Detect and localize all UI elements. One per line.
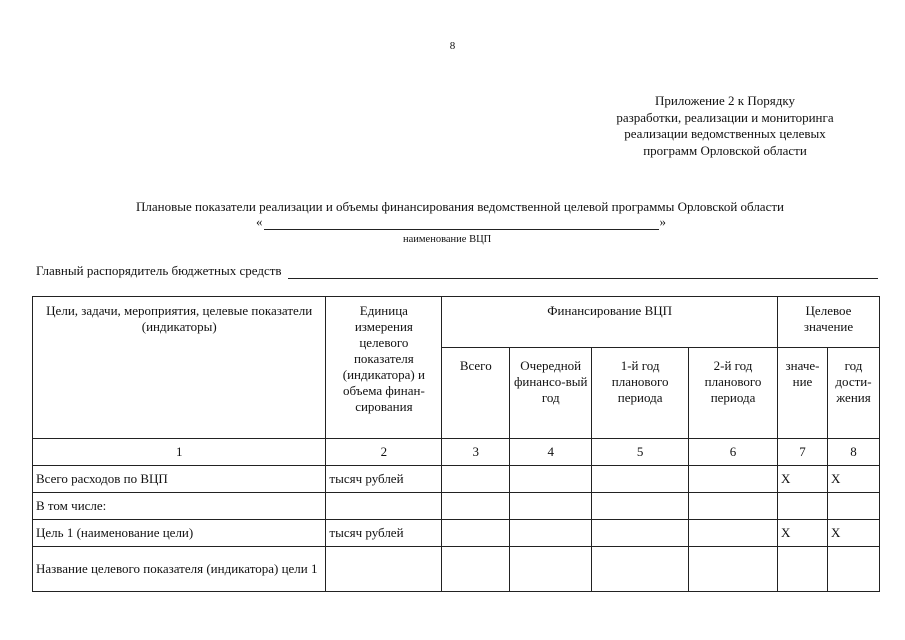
cell-total: [442, 520, 510, 547]
header-plan-year-2: 2-й год планового периода: [689, 348, 778, 439]
cell-value: [778, 547, 828, 592]
column-number: 1: [33, 439, 326, 466]
row-label: В том числе:: [33, 493, 326, 520]
header-achievement-year: год дости-жения: [827, 348, 879, 439]
table-row: [33, 547, 880, 592]
cell-achievement-year: [827, 493, 879, 520]
program-name-caption: наименование ВЦП: [403, 234, 492, 245]
cell-total: [442, 466, 510, 493]
cell-next-fiscal-year: [510, 466, 592, 493]
budget-distributor-line: [36, 263, 878, 279]
program-name-line: [256, 214, 666, 230]
column-numbers-row: [33, 439, 880, 466]
cell-achievement-year: Х: [827, 466, 879, 493]
cell-next-fiscal-year: [510, 547, 592, 592]
cell-plan-year-1: [592, 466, 689, 493]
financing-table: [32, 296, 880, 592]
program-name-underline: [264, 218, 659, 230]
header-goals: Цели, задачи, мероприятия, целевые показатели (индикаторы): [33, 297, 326, 439]
header-row-1: [33, 297, 880, 348]
cell-total: [442, 493, 510, 520]
cell-value: [778, 493, 828, 520]
row-label: Название целевого показателя (индикатора) цели 1: [33, 547, 326, 592]
page-number: 8: [449, 40, 456, 52]
column-number: 8: [827, 439, 879, 466]
row-unit: тысяч рублей: [326, 466, 442, 493]
row-unit: [326, 493, 442, 520]
table-row: [33, 493, 880, 520]
cell-plan-year-1: [592, 547, 689, 592]
appendix-line-2: разработки, реализации и мониторинга: [616, 109, 834, 125]
budget-distributor-label: Главный распорядитель бюджетных средств: [36, 263, 282, 278]
cell-next-fiscal-year: [510, 493, 592, 520]
column-number: 2: [326, 439, 442, 466]
appendix-line-4: программ Орловской области: [643, 142, 807, 158]
cell-achievement-year: Х: [827, 520, 879, 547]
cell-next-fiscal-year: [510, 520, 592, 547]
column-number: 3: [442, 439, 510, 466]
close-quote: »: [659, 214, 666, 229]
cell-plan-year-2: [689, 520, 778, 547]
cell-achievement-year: [827, 547, 879, 592]
header-next-fiscal-year: Очередной финансо-вый год: [510, 348, 592, 439]
column-number: 7: [778, 439, 828, 466]
cell-plan-year-2: [689, 493, 778, 520]
header-unit: Единица измерения целевого показателя (индикатора) и объема финан-сирования: [326, 297, 442, 439]
column-number: 5: [592, 439, 689, 466]
cell-value: Х: [778, 520, 828, 547]
column-number: 4: [510, 439, 592, 466]
document-title: Плановые показатели реализации и объемы финансирования ведомственной целевой программы Орловской области: [136, 199, 784, 214]
table-row: [33, 520, 880, 547]
header-value: значе-ние: [778, 348, 828, 439]
cell-plan-year-1: [592, 520, 689, 547]
row-unit: тысяч рублей: [326, 520, 442, 547]
table-row: [33, 466, 880, 493]
row-label: Цель 1 (наименование цели): [33, 520, 326, 547]
row-unit: [326, 547, 442, 592]
cell-total: [442, 547, 510, 592]
cell-plan-year-1: [592, 493, 689, 520]
appendix-line-3: реализации ведомственных целевых: [624, 126, 826, 141]
cell-plan-year-2: [689, 466, 778, 493]
cell-plan-year-2: [689, 547, 778, 592]
header-financing: Финансирование ВЦП: [442, 297, 778, 348]
open-quote: «: [256, 214, 263, 229]
appendix-line-1: Приложение 2 к Порядку: [655, 93, 795, 108]
header-target-value: Целевое значение: [778, 297, 880, 348]
cell-value: Х: [778, 466, 828, 493]
row-label: Всего расходов по ВЦП: [33, 466, 326, 493]
header-plan-year-1: 1-й год планового периода: [592, 348, 689, 439]
appendix-note: [560, 93, 890, 159]
column-number: 6: [689, 439, 778, 466]
header-total: Всего: [442, 348, 510, 439]
budget-distributor-underline: [288, 266, 878, 279]
